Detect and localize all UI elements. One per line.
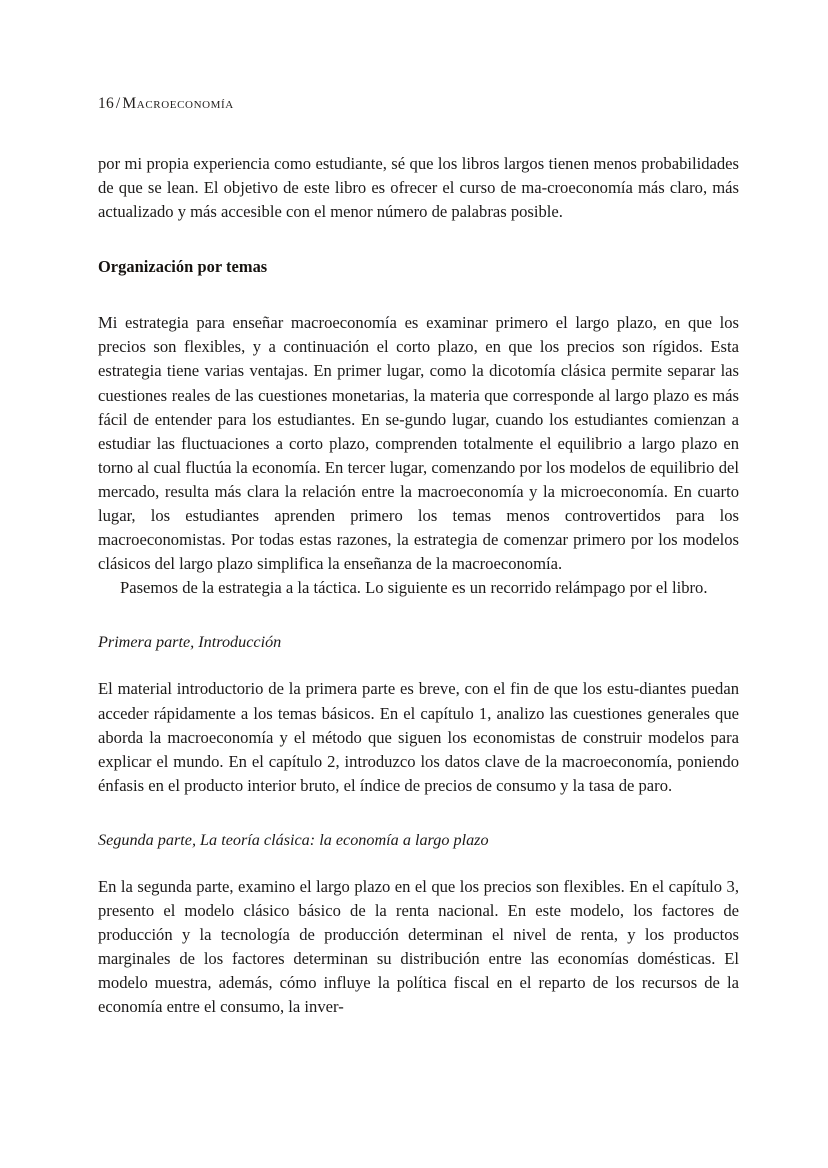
heading-segunda-parte: Segunda parte, La teoría clásica: la economía a largo plazo (98, 830, 489, 849)
spacer (98, 279, 739, 311)
heading-organizacion-por-temas: Organización por temas (98, 257, 268, 277)
page-folio-number: 16 (98, 95, 114, 112)
running-head-title: Macroeconomía (122, 95, 234, 112)
paragraph-intro: por mi propia experiencia como estudiante, sé que los libros largos tienen menos probabilidades de que se lean. El objetivo de este libro es ofrecer el curso de ma-croeconomía más claro, más actualizado y más accesible con el menor número de palabras posible. (98, 154, 739, 222)
paragraph-estrategia: Mi estrategia para enseñar macroeconomía es examinar primero el largo plazo, en que los precios son flexibles, y a continuación el corto plazo, en que los precios son rígidos. Esta estrategia tiene varias ventajas. En primer lugar, como la dicotomía clásica permite separar las cuestiones reales de las cuestiones monetarias, la materia que corresponde al largo plazo es más fácil de entender para los estudiantes. En se-gundo lugar, cuando los estudiantes comienzan a estudiar las fluctuaciones a corto plazo, comprenden totalmente el equilibrio a largo plazo en torno al cual fluctúa la economía. En tercer lugar, comenzando por los modelos de equilibrio del mercado, resulta más clara la relación entre la macroeconomía y la microeconomía. En cuarto lugar, los estudiantes aprenden primero los temas menos controvertidos para los macroeconomistas. Por todas estas razones, la estrategia de comenzar primero por los modelos clásicos del largo plazo simplifica la enseñanza de la macroeconomía. (98, 313, 739, 574)
spacer (98, 852, 739, 875)
paragraph-segunda-parte: En la segunda parte, examino el largo plazo en el que los precios son flexibles. En el capítulo 3, presento el modelo clásico básico de la renta nacional. En este modelo, los factores de producción y la tecnología de producción determinan el nivel de renta, y los productos marginales de los factores determinan su distribución entre las economías domésticas. El modelo muestra, además, cómo influye la política fiscal en el reparto de los recursos de la economía entre el consumo, la inver- (98, 876, 739, 1017)
paragraph-pasemos: Pasemos de la estrategia a la táctica. Lo siguiente es un recorrido relámpago por el libro. (120, 578, 708, 598)
running-head-separator: / (115, 95, 121, 112)
page-content (98, 94, 739, 1019)
spacer (98, 600, 739, 630)
spacer (98, 654, 739, 677)
heading-primera-parte: Primera parte, Introducción (98, 633, 282, 652)
spacer (98, 798, 739, 828)
paragraph-primera-parte: El material introductorio de la primera parte es breve, con el fin de que los estu-diantes puedan acceder rápidamente a los temas básicos. En el capítulo 1, analizo las cuestiones generales que aborda la macroeconomía y el método que siguen los economistas de construir modelos para explicar el mundo. En el capítulo 2, introduzco los datos clave de la macroeconomía, poniendo énfasis en el producto interior bruto, el índice de precios de consumo y la tasa de paro. (98, 679, 739, 795)
running-head (98, 94, 739, 114)
spacer (98, 224, 739, 255)
